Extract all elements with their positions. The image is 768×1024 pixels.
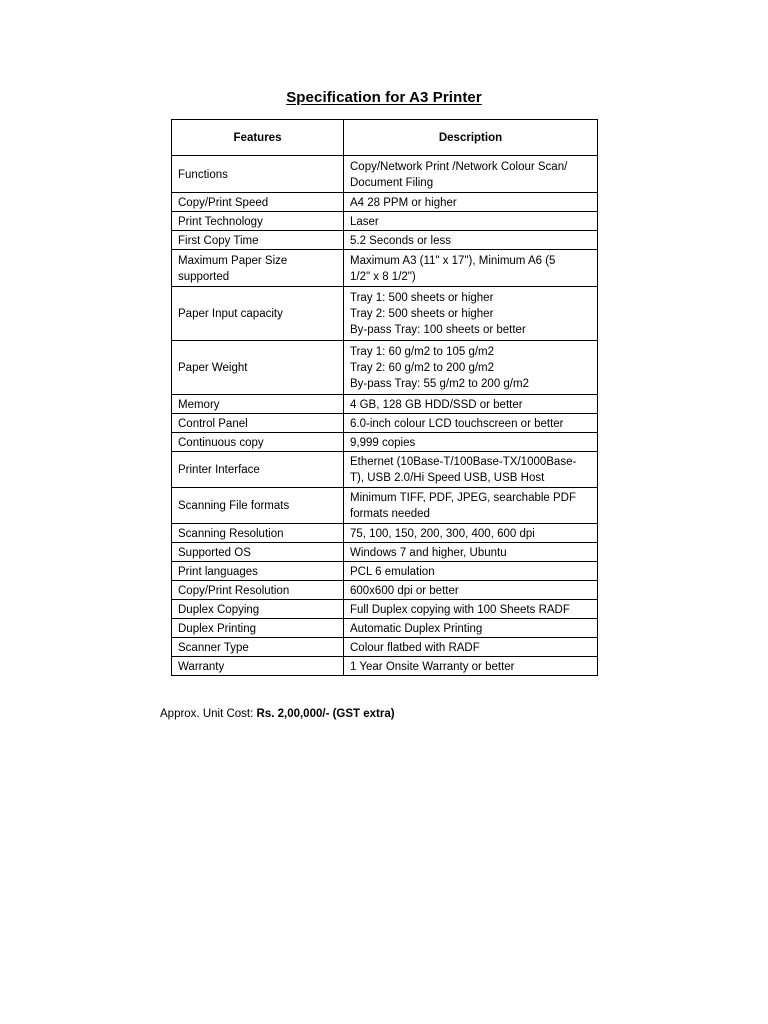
description-cell: Ethernet (10Base-T/100Base-TX/1000Base- T), USB 2.0/Hi Speed USB, USB Host <box>344 452 598 488</box>
table-header-row <box>172 120 598 156</box>
description-cell: A4 28 PPM or higher <box>344 193 598 212</box>
table-row <box>172 395 598 414</box>
feature-cell: Continuous copy <box>172 433 344 452</box>
table-body <box>172 156 598 676</box>
feature-cell: Duplex Printing <box>172 619 344 638</box>
feature-cell: First Copy Time <box>172 231 344 250</box>
feature-cell: Duplex Copying <box>172 600 344 619</box>
table-row <box>172 600 598 619</box>
specification-table <box>171 119 598 676</box>
feature-cell: Maximum Paper Size supported <box>172 250 344 287</box>
description-cell: Laser <box>344 212 598 231</box>
table-row <box>172 581 598 600</box>
feature-cell: Control Panel <box>172 414 344 433</box>
description-cell: 600x600 dpi or better <box>344 581 598 600</box>
table-row <box>172 543 598 562</box>
description-cell: 1 Year Onsite Warranty or better <box>344 657 598 676</box>
column-header-features: Features <box>172 120 344 156</box>
feature-cell: Scanning File formats <box>172 488 344 524</box>
approx-unit-cost <box>160 708 395 720</box>
table-row <box>172 231 598 250</box>
feature-cell: Scanner Type <box>172 638 344 657</box>
description-cell: Automatic Duplex Printing <box>344 619 598 638</box>
table-row <box>172 452 598 488</box>
table-row <box>172 212 598 231</box>
feature-cell: Memory <box>172 395 344 414</box>
description-cell: 75, 100, 150, 200, 300, 400, 600 dpi <box>344 524 598 543</box>
table-row <box>172 414 598 433</box>
feature-cell: Scanning Resolution <box>172 524 344 543</box>
cost-label: Approx. Unit Cost: <box>160 708 257 720</box>
feature-cell: Supported OS <box>172 543 344 562</box>
table-row <box>172 287 598 341</box>
table-row <box>172 193 598 212</box>
table-row <box>172 341 598 395</box>
column-header-description: Description <box>344 120 598 156</box>
description-cell: 9,999 copies <box>344 433 598 452</box>
description-cell: PCL 6 emulation <box>344 562 598 581</box>
description-cell: Colour flatbed with RADF <box>344 638 598 657</box>
table-row <box>172 156 598 193</box>
table-row <box>172 657 598 676</box>
feature-cell: Print Technology <box>172 212 344 231</box>
table-row <box>172 524 598 543</box>
table-row <box>172 638 598 657</box>
table-row <box>172 488 598 524</box>
page-title: Specification for A3 Printer <box>286 89 482 106</box>
description-cell: Windows 7 and higher, Ubuntu <box>344 543 598 562</box>
feature-cell: Paper Weight <box>172 341 344 395</box>
feature-cell: Printer Interface <box>172 452 344 488</box>
cost-value: Rs. 2,00,000/- (GST extra) <box>256 708 395 720</box>
description-cell: Minimum TIFF, PDF, JPEG, searchable PDF formats needed <box>344 488 598 524</box>
feature-cell: Paper Input capacity <box>172 287 344 341</box>
feature-cell: Functions <box>172 156 344 193</box>
description-cell: Maximum A3 (11" x 17"), Minimum A6 (5 1/2" x 8 1/2") <box>344 250 598 287</box>
description-cell: Tray 1: 500 sheets or higher Tray 2: 500 sheets or higher By-pass Tray: 100 sheets or better <box>344 287 598 341</box>
table-row <box>172 250 598 287</box>
description-cell: 4 GB, 128 GB HDD/SSD or better <box>344 395 598 414</box>
feature-cell: Copy/Print Speed <box>172 193 344 212</box>
table-row <box>172 619 598 638</box>
description-cell: Tray 1: 60 g/m2 to 105 g/m2 Tray 2: 60 g/m2 to 200 g/m2 By-pass Tray: 55 g/m2 to 200 g/m2 <box>344 341 598 395</box>
table-row <box>172 433 598 452</box>
feature-cell: Print languages <box>172 562 344 581</box>
description-cell: 6.0-inch colour LCD touchscreen or better <box>344 414 598 433</box>
table-row <box>172 562 598 581</box>
description-cell: 5.2 Seconds or less <box>344 231 598 250</box>
feature-cell: Copy/Print Resolution <box>172 581 344 600</box>
description-cell: Full Duplex copying with 100 Sheets RADF <box>344 600 598 619</box>
feature-cell: Warranty <box>172 657 344 676</box>
description-cell: Copy/Network Print /Network Colour Scan/ Document Filing <box>344 156 598 193</box>
